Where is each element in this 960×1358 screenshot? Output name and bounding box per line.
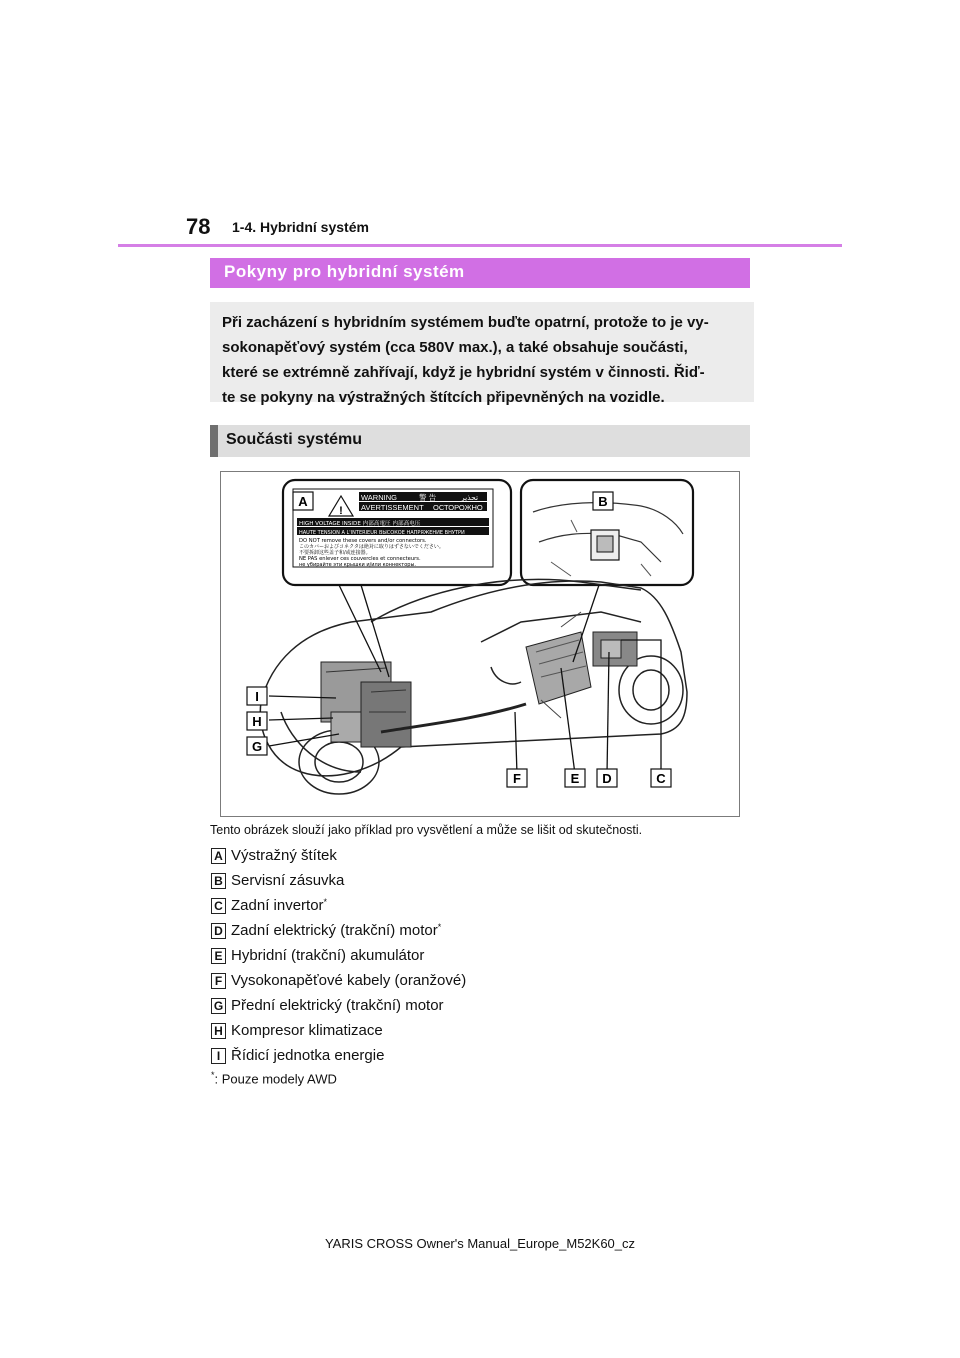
legend-text: Řídicí jednotka energie — [231, 1047, 385, 1064]
svg-text:D: D — [602, 771, 612, 786]
legend-text: Hybridní (trakční) akumulátor — [231, 947, 425, 964]
legend-item — [211, 893, 466, 918]
marker-B — [593, 492, 613, 510]
page-number: 78 — [186, 214, 211, 239]
marker-E — [565, 769, 585, 787]
svg-text:I: I — [255, 689, 259, 704]
legend-item — [211, 1018, 466, 1043]
legend-mark: * — [437, 921, 442, 932]
legend-item — [211, 943, 466, 968]
chapter-title: 1-4. Hybridní systém — [232, 219, 369, 235]
label-line1-right: تحذير — [461, 493, 479, 502]
label-line4: HAUTE TENSION A L'INTERIEUR ВЫСОКОЕ НАПРЯЖЕНИЕ ВНУТРИ — [299, 530, 465, 536]
label-line3: HIGH VOLTAGE INSIDE 内部高電圧 内部高电压 — [299, 521, 421, 527]
marker-D — [597, 769, 617, 787]
intro-line: Při zacházení s hybridním systémem buďte opatrní, protože to je vy- — [222, 314, 709, 331]
svg-text:E: E — [570, 771, 580, 786]
svg-text:!: ! — [339, 505, 343, 517]
footnote — [211, 1070, 337, 1086]
legend-letter: G — [211, 998, 226, 1014]
label-line9: не убирайте эти крышки и/или коннекторы. — [299, 562, 416, 568]
legend-item — [211, 1043, 466, 1068]
intro-line: sokonapěťový systém (cca 580V max.), a také obsahuje součásti, — [222, 339, 688, 356]
svg-text:F: F — [513, 771, 521, 786]
legend-text: Vysokonapěťové kabely (oranžové) — [231, 972, 467, 989]
footnote-mark: * — [211, 1070, 215, 1080]
system-components-figure — [220, 471, 740, 817]
legend-list — [211, 843, 466, 1068]
marker-A — [293, 492, 313, 510]
legend-letter: A — [211, 848, 226, 864]
label-line7: 不要拆卸这些盖子和/或连接器。 — [299, 550, 371, 556]
intro-line: te se pokyny na výstražných štítcích připevněných na vozidle. — [222, 389, 665, 406]
label-line1-left: WARNING — [361, 493, 397, 502]
car-diagram — [221, 472, 741, 818]
legend-mark: * — [323, 896, 328, 907]
legend-letter: H — [211, 1023, 226, 1039]
svg-text:A: A — [298, 494, 308, 509]
legend-letter: I — [211, 1048, 226, 1064]
marker-H — [247, 712, 267, 730]
legend-text: Kompresor klimatizace — [231, 1022, 383, 1039]
intro-line: které se extrémně zahřívají, když je hybridní systém v činnosti. Řiď- — [222, 364, 705, 381]
legend-text: Zadní elektrický (trakční) motor — [231, 922, 438, 939]
legend-item — [211, 843, 466, 868]
label-line5: DO NOT remove these covers and/or connectors. — [299, 538, 427, 544]
legend-text: Výstražný štítek — [231, 847, 337, 864]
legend-letter: D — [211, 923, 226, 939]
label-line8: NE PAS enlever ces couvercles et connecteurs. — [299, 556, 421, 562]
marker-F — [507, 769, 527, 787]
legend-item — [211, 918, 466, 943]
label-line6: このカバーおよびコネクタは絶対に取りはずさないでください。 — [299, 544, 444, 550]
svg-text:B: B — [598, 494, 608, 509]
marker-C — [651, 769, 671, 787]
legend-text: Servisní zásuvka — [231, 872, 345, 889]
svg-text:H: H — [252, 714, 262, 729]
section-title: Pokyny pro hybridní systém — [210, 258, 750, 288]
label-line1-mid: 警 告 — [419, 493, 437, 502]
header-rule — [118, 244, 842, 247]
svg-text:C: C — [656, 771, 666, 786]
page-footer: YARIS CROSS Owner's Manual_Europe_M52K60_cz — [324, 1236, 636, 1251]
legend-item — [211, 868, 466, 893]
legend-letter: C — [211, 898, 226, 914]
svg-text:G: G — [251, 739, 263, 754]
legend-letter: F — [211, 973, 226, 989]
subsection-title: Součásti systému — [210, 425, 750, 457]
warning-label-callout — [283, 480, 511, 585]
label-line2-right: ОСТОРОЖНО — [433, 503, 483, 512]
legend-letter: B — [211, 873, 226, 889]
figure-caption: Tento obrázek slouží jako příklad pro vysvětlení a může se lišit od skutečnosti. — [210, 823, 643, 837]
legend-letter: E — [211, 948, 226, 964]
legend-item — [211, 968, 466, 993]
marker-I — [247, 687, 267, 705]
intro-box — [210, 302, 754, 406]
legend-item — [211, 993, 466, 1018]
legend-text: Přední elektrický (trakční) motor — [231, 997, 444, 1014]
footnote-text: : Pouze modely AWD — [214, 1071, 337, 1087]
marker-G — [247, 737, 267, 755]
legend-text: Zadní invertor — [231, 897, 324, 914]
label-line2-left: AVERTISSEMENT — [361, 503, 424, 512]
